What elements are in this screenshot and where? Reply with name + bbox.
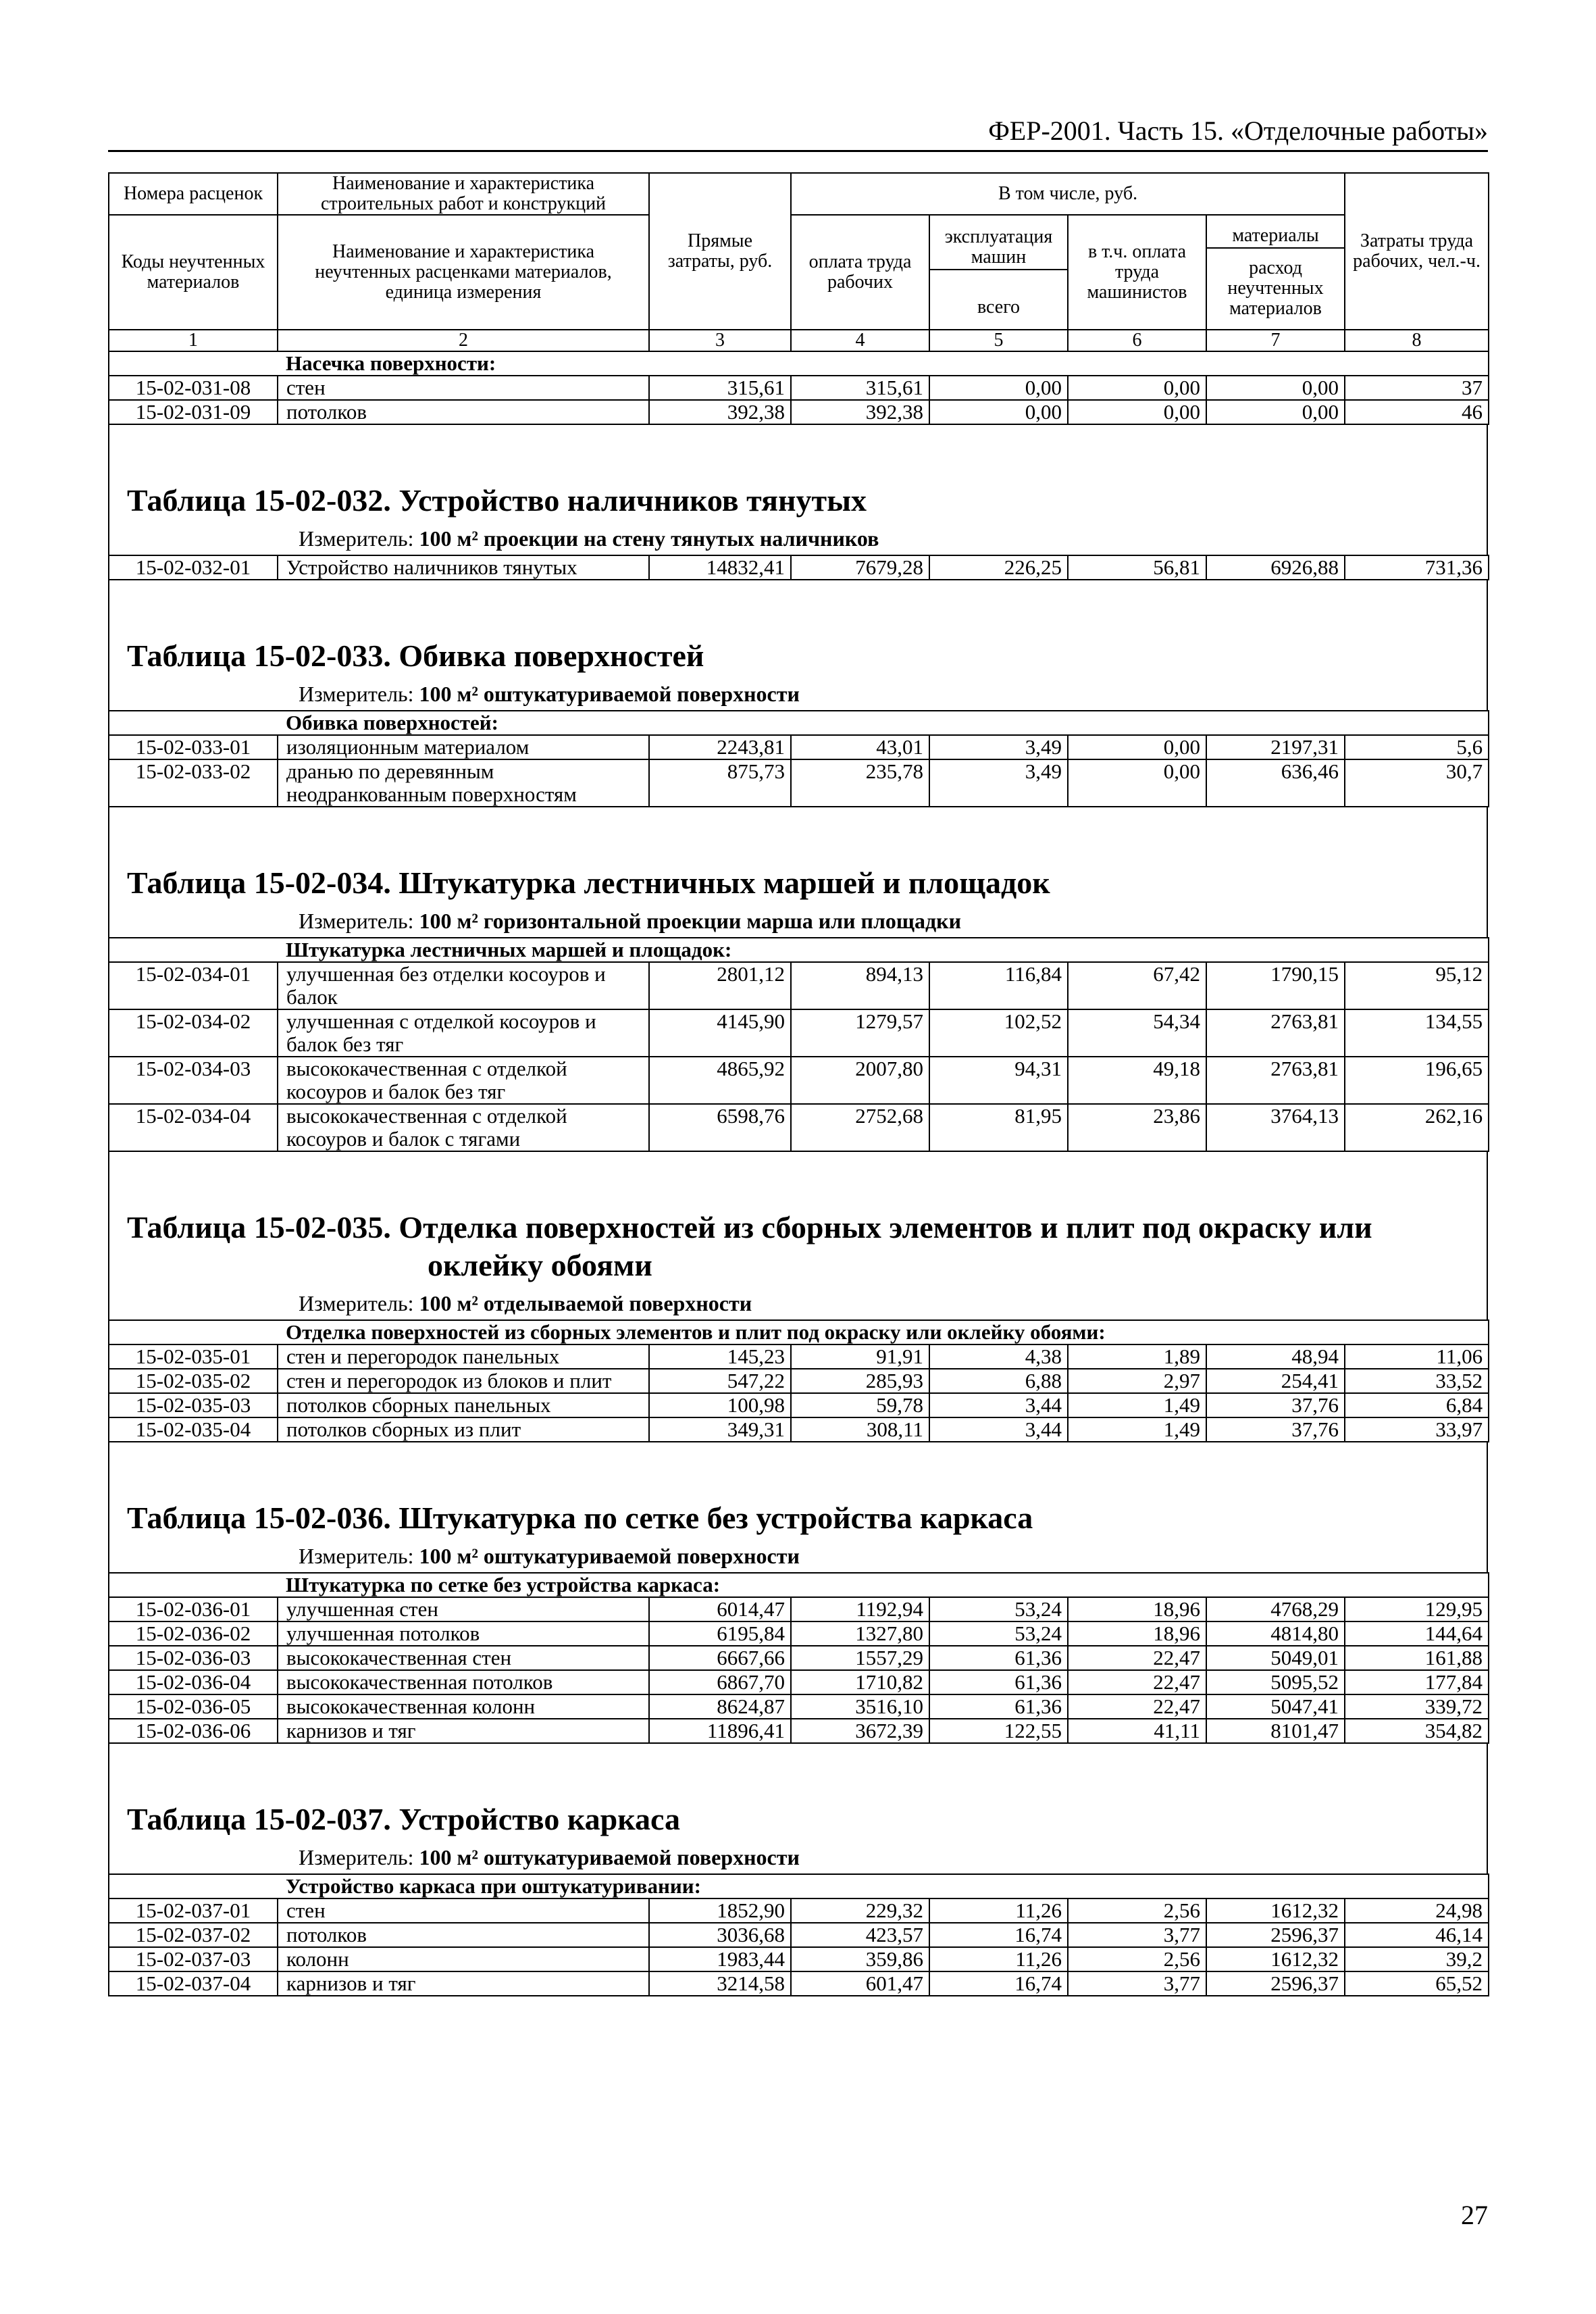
table-15-02-035 bbox=[108, 1152, 1488, 1319]
work-name: высококачественная с отделкой косоуров и балок с тягами bbox=[278, 1104, 649, 1151]
table-row bbox=[109, 1057, 1489, 1104]
machinist-pay: 0,00 bbox=[1068, 759, 1206, 807]
work-name: улучшенная без отделки косоуров и балок bbox=[278, 962, 649, 1009]
direct-cost: 3214,58 bbox=[649, 1971, 791, 1996]
machine-total: 16,74 bbox=[929, 1971, 1068, 1996]
table-row bbox=[109, 1344, 1489, 1369]
rate-code: 15-02-036-05 bbox=[109, 1694, 278, 1719]
unit-value: 100 м² отделываемой поверхности bbox=[419, 1291, 752, 1315]
labor-pay: 359,86 bbox=[791, 1947, 929, 1971]
materials-cost: 2596,37 bbox=[1206, 1923, 1345, 1947]
labor-hours: 37 bbox=[1345, 376, 1489, 400]
rate-code: 15-02-031-08 bbox=[109, 376, 278, 400]
labor-hours: 354,82 bbox=[1345, 1719, 1489, 1743]
direct-cost: 6667,66 bbox=[649, 1646, 791, 1670]
unit-line bbox=[109, 1844, 1487, 1873]
machine-total: 102,52 bbox=[929, 1009, 1068, 1057]
materials-cost: 0,00 bbox=[1206, 400, 1345, 424]
direct-cost: 6014,47 bbox=[649, 1597, 791, 1621]
col-name: Наименование и характеристика строительных работ и конструкций bbox=[278, 173, 649, 215]
materials-cost: 2596,37 bbox=[1206, 1971, 1345, 1996]
work-name: высококачественная стен bbox=[278, 1646, 649, 1670]
direct-cost: 6195,84 bbox=[649, 1621, 791, 1646]
machine-total: 226,25 bbox=[929, 555, 1068, 580]
column-number: 5 bbox=[929, 330, 1068, 351]
table-row bbox=[109, 1947, 1489, 1971]
rate-code: 15-02-037-01 bbox=[109, 1898, 278, 1923]
materials-cost: 48,94 bbox=[1206, 1344, 1345, 1369]
machine-total: 3,44 bbox=[929, 1393, 1068, 1417]
table-row bbox=[109, 1621, 1489, 1646]
labor-pay: 1710,82 bbox=[791, 1670, 929, 1694]
machinist-pay: 22,47 bbox=[1068, 1694, 1206, 1719]
table-row bbox=[109, 1694, 1489, 1719]
rate-code: 15-02-035-04 bbox=[109, 1417, 278, 1442]
unit-value: 100 м² горизонтальной проекции марша или площадки bbox=[419, 909, 961, 933]
work-name: колонн bbox=[278, 1947, 649, 1971]
labor-hours: 5,6 bbox=[1345, 735, 1489, 759]
section-heading: Обивка поверхностей: bbox=[278, 711, 1489, 735]
labor-hours: 339,72 bbox=[1345, 1694, 1489, 1719]
machine-total: 11,26 bbox=[929, 1947, 1068, 1971]
direct-cost: 2243,81 bbox=[649, 735, 791, 759]
labor-hours: 262,16 bbox=[1345, 1104, 1489, 1151]
machine-total: 16,74 bbox=[929, 1923, 1068, 1947]
work-name: высококачественная с отделкой косоуров и балок без тяг bbox=[278, 1057, 649, 1104]
machinist-pay: 18,96 bbox=[1068, 1621, 1206, 1646]
work-name: потолков bbox=[278, 400, 649, 424]
labor-hours: 11,06 bbox=[1345, 1344, 1489, 1369]
column-number: 2 bbox=[278, 330, 649, 351]
materials-cost: 3764,13 bbox=[1206, 1104, 1345, 1151]
unit-value: 100 м² проекции на стену тянутых наличников bbox=[419, 526, 879, 551]
column-number: 4 bbox=[791, 330, 929, 351]
materials-cost: 5049,01 bbox=[1206, 1646, 1345, 1670]
col-name2: Наименование и характеристика неучтенных расценками материалов, единица измерения bbox=[278, 215, 649, 330]
machinist-pay: 54,34 bbox=[1068, 1009, 1206, 1057]
materials-cost: 1612,32 bbox=[1206, 1898, 1345, 1923]
direct-cost: 315,61 bbox=[649, 376, 791, 400]
table-title: Таблица 15-02-037. Устройство каркаса bbox=[127, 1802, 681, 1836]
rates-table bbox=[108, 1873, 1489, 1996]
col-zatraty: Затраты труда рабочих, чел.-ч. bbox=[1345, 173, 1489, 330]
machine-total: 94,31 bbox=[929, 1057, 1068, 1104]
machine-total: 3,44 bbox=[929, 1417, 1068, 1442]
machinist-pay: 49,18 bbox=[1068, 1057, 1206, 1104]
page-header: ФЕР-2001. Часть 15. «Отделочные работы» bbox=[988, 116, 1488, 146]
unit-label: Измеритель: bbox=[299, 1291, 414, 1315]
section-heading: Устройство каркаса при оштукатуривании: bbox=[278, 1874, 1489, 1898]
machine-total: 61,36 bbox=[929, 1670, 1068, 1694]
work-name: карнизов и тяг bbox=[278, 1971, 649, 1996]
rate-code: 15-02-037-04 bbox=[109, 1971, 278, 1996]
table-row bbox=[109, 1597, 1489, 1621]
machine-total: 53,24 bbox=[929, 1597, 1068, 1621]
machine-total: 61,36 bbox=[929, 1694, 1068, 1719]
work-name: улучшенная стен bbox=[278, 1597, 649, 1621]
work-name: карнизов и тяг bbox=[278, 1719, 649, 1743]
unit-value: 100 м² оштукатуриваемой поверхности bbox=[419, 1845, 800, 1869]
direct-cost: 8624,87 bbox=[649, 1694, 791, 1719]
col-nomera: Номера расценок bbox=[109, 173, 278, 215]
table-row bbox=[109, 1923, 1489, 1947]
col-pryamye: Прямые затраты, руб. bbox=[649, 173, 791, 330]
machinist-pay: 1,49 bbox=[1068, 1393, 1206, 1417]
machine-total: 3,49 bbox=[929, 759, 1068, 807]
work-name: стен и перегородок панельных bbox=[278, 1344, 649, 1369]
table-15-02-036 bbox=[108, 1442, 1488, 1572]
labor-hours: 24,98 bbox=[1345, 1898, 1489, 1923]
direct-cost: 1852,90 bbox=[649, 1898, 791, 1923]
rate-code: 15-02-033-01 bbox=[109, 735, 278, 759]
rate-code: 15-02-035-02 bbox=[109, 1369, 278, 1393]
col-vsego bbox=[929, 215, 1068, 330]
labor-pay: 43,01 bbox=[791, 735, 929, 759]
table-title-line: Таблица 15-02-035. Отделка поверхностей из сборных элементов и плит под окраску или bbox=[127, 1210, 1372, 1244]
table-row bbox=[109, 1369, 1489, 1393]
materials-cost: 1612,32 bbox=[1206, 1947, 1345, 1971]
work-name: стен bbox=[278, 1898, 649, 1923]
direct-cost: 875,73 bbox=[649, 759, 791, 807]
materials-cost: 5095,52 bbox=[1206, 1670, 1345, 1694]
machine-total: 61,36 bbox=[929, 1646, 1068, 1670]
unit-line bbox=[109, 680, 1487, 710]
machinist-pay: 2,56 bbox=[1068, 1947, 1206, 1971]
materials-cost: 8101,47 bbox=[1206, 1719, 1345, 1743]
labor-hours: 30,7 bbox=[1345, 759, 1489, 807]
col-vtch: в т.ч. оплата труда машинистов bbox=[1068, 215, 1206, 330]
labor-pay: 1327,80 bbox=[791, 1621, 929, 1646]
header-rule bbox=[108, 150, 1488, 152]
materials-cost: 37,76 bbox=[1206, 1393, 1345, 1417]
machine-total: 81,95 bbox=[929, 1104, 1068, 1151]
work-name: потолков сборных панельных bbox=[278, 1393, 649, 1417]
unit-label: Измеритель: bbox=[299, 682, 414, 706]
machine-total: 0,00 bbox=[929, 376, 1068, 400]
section-heading: Штукатурка лестничных маршей и площадок: bbox=[278, 938, 1489, 962]
table-title: Таблица 15-02-034. Штукатурка лестничных маршей и площадок bbox=[127, 865, 1050, 900]
labor-hours: 196,65 bbox=[1345, 1057, 1489, 1104]
machinist-pay: 67,42 bbox=[1068, 962, 1206, 1009]
machinist-pay: 0,00 bbox=[1068, 400, 1206, 424]
labor-pay: 308,11 bbox=[791, 1417, 929, 1442]
machinist-pay: 1,89 bbox=[1068, 1344, 1206, 1369]
table-row bbox=[109, 376, 1489, 400]
table-title: Таблица 15-02-032. Устройство наличников тянутых bbox=[127, 483, 867, 518]
table-row bbox=[109, 1104, 1489, 1151]
rate-code: 15-02-031-09 bbox=[109, 400, 278, 424]
labor-pay: 315,61 bbox=[791, 376, 929, 400]
direct-cost: 100,98 bbox=[649, 1393, 791, 1417]
section-heading: Насечка поверхности: bbox=[278, 351, 1489, 376]
materials-cost: 636,46 bbox=[1206, 759, 1345, 807]
materials-cost: 2763,81 bbox=[1206, 1009, 1345, 1057]
rates-table bbox=[108, 1319, 1489, 1442]
table-row bbox=[109, 962, 1489, 1009]
table-15-02-037 bbox=[108, 1744, 1488, 1873]
unit-line bbox=[109, 1290, 1487, 1319]
unit-line bbox=[109, 525, 1487, 555]
labor-pay: 1192,94 bbox=[791, 1597, 929, 1621]
machinist-pay: 23,86 bbox=[1068, 1104, 1206, 1151]
labor-hours: 33,97 bbox=[1345, 1417, 1489, 1442]
direct-cost: 3036,68 bbox=[649, 1923, 791, 1947]
machine-total: 0,00 bbox=[929, 400, 1068, 424]
labor-hours: 129,95 bbox=[1345, 1597, 1489, 1621]
table-title bbox=[109, 1190, 1487, 1290]
table-row bbox=[109, 1898, 1489, 1923]
machinist-pay: 3,77 bbox=[1068, 1923, 1206, 1947]
machine-total: 4,38 bbox=[929, 1344, 1068, 1369]
work-name: высококачественная потолков bbox=[278, 1670, 649, 1694]
labor-pay: 2752,68 bbox=[791, 1104, 929, 1151]
col-v-tom-chisle: В том числе, руб. bbox=[791, 173, 1345, 215]
unit-line bbox=[109, 1542, 1487, 1572]
labor-pay: 392,38 bbox=[791, 400, 929, 424]
table-row bbox=[109, 735, 1489, 759]
labor-hours: 144,64 bbox=[1345, 1621, 1489, 1646]
labor-pay: 1557,29 bbox=[791, 1646, 929, 1670]
rate-code: 15-02-034-01 bbox=[109, 962, 278, 1009]
unit-label: Измеритель: bbox=[299, 1845, 414, 1869]
table-row bbox=[109, 1719, 1489, 1743]
rate-code: 15-02-036-04 bbox=[109, 1670, 278, 1694]
table-row bbox=[109, 1670, 1489, 1694]
machinist-pay: 2,56 bbox=[1068, 1898, 1206, 1923]
work-name: улучшенная с отделкой косоуров и балок без тяг bbox=[278, 1009, 649, 1057]
rate-code: 15-02-037-03 bbox=[109, 1947, 278, 1971]
labor-pay: 1279,57 bbox=[791, 1009, 929, 1057]
work-name: высококачественная колонн bbox=[278, 1694, 649, 1719]
machinist-pay: 22,47 bbox=[1068, 1670, 1206, 1694]
machinist-pay: 0,00 bbox=[1068, 376, 1206, 400]
col-ekspluatatsiya: эксплуатация машин bbox=[930, 226, 1067, 270]
col-kody: Коды неучтенных материалов bbox=[109, 215, 278, 330]
col-oplata: оплата труда рабочих bbox=[791, 215, 929, 330]
materials-cost: 4768,29 bbox=[1206, 1597, 1345, 1621]
unit-label: Измеритель: bbox=[299, 1544, 414, 1568]
materials-cost: 6926,88 bbox=[1206, 555, 1345, 580]
direct-cost: 547,22 bbox=[649, 1369, 791, 1393]
labor-hours: 134,55 bbox=[1345, 1009, 1489, 1057]
direct-cost: 145,23 bbox=[649, 1344, 791, 1369]
work-name: дранью по деревянным неодранкованным поверхностям bbox=[278, 759, 649, 807]
rates-table bbox=[108, 555, 1489, 580]
machine-total: 53,24 bbox=[929, 1621, 1068, 1646]
column-number: 6 bbox=[1068, 330, 1206, 351]
labor-hours: 161,88 bbox=[1345, 1646, 1489, 1670]
col-raskhod-label: расход неучтенных материалов bbox=[1227, 257, 1324, 319]
rate-code: 15-02-036-02 bbox=[109, 1621, 278, 1646]
column-number: 1 bbox=[109, 330, 278, 351]
header-table bbox=[108, 172, 1489, 425]
labor-hours: 33,52 bbox=[1345, 1369, 1489, 1393]
labor-pay: 235,78 bbox=[791, 759, 929, 807]
direct-cost: 349,31 bbox=[649, 1417, 791, 1442]
rate-code: 15-02-037-02 bbox=[109, 1923, 278, 1947]
labor-hours: 46 bbox=[1345, 400, 1489, 424]
labor-hours: 39,2 bbox=[1345, 1947, 1489, 1971]
table-15-02-034 bbox=[108, 807, 1488, 937]
work-name: Устройство наличников тянутых bbox=[278, 555, 649, 580]
rate-code: 15-02-036-06 bbox=[109, 1719, 278, 1743]
labor-pay: 3672,39 bbox=[791, 1719, 929, 1743]
col-materialy: материалы bbox=[1207, 224, 1344, 249]
table-title-line: оклейку обоями bbox=[428, 1248, 652, 1282]
materials-cost: 2197,31 bbox=[1206, 735, 1345, 759]
direct-cost: 11896,41 bbox=[649, 1719, 791, 1743]
machinist-pay: 0,00 bbox=[1068, 735, 1206, 759]
rate-code: 15-02-035-01 bbox=[109, 1344, 278, 1369]
direct-cost: 6598,76 bbox=[649, 1104, 791, 1151]
labor-pay: 59,78 bbox=[791, 1393, 929, 1417]
table-15-02-032 bbox=[108, 425, 1488, 555]
table-row bbox=[109, 1646, 1489, 1670]
work-name: потолков сборных из плит bbox=[278, 1417, 649, 1442]
table-row bbox=[109, 1417, 1489, 1442]
table-title: Таблица 15-02-033. Обивка поверхностей bbox=[127, 638, 704, 673]
column-number: 3 bbox=[649, 330, 791, 351]
direct-cost: 6867,70 bbox=[649, 1670, 791, 1694]
materials-cost: 5047,41 bbox=[1206, 1694, 1345, 1719]
table-row bbox=[109, 555, 1489, 580]
machine-total: 3,49 bbox=[929, 735, 1068, 759]
labor-pay: 2007,80 bbox=[791, 1057, 929, 1104]
section-heading: Отделка поверхностей из сборных элементов и плит под окраску или оклейку обоями: bbox=[278, 1320, 1489, 1344]
direct-cost: 392,38 bbox=[649, 400, 791, 424]
labor-pay: 894,13 bbox=[791, 962, 929, 1009]
rates-table bbox=[108, 1572, 1489, 1744]
unit-line bbox=[109, 907, 1487, 937]
labor-pay: 423,57 bbox=[791, 1923, 929, 1947]
materials-cost: 4814,80 bbox=[1206, 1621, 1345, 1646]
unit-label: Измеритель: bbox=[299, 909, 414, 933]
labor-hours: 731,36 bbox=[1345, 555, 1489, 580]
column-number: 8 bbox=[1345, 330, 1489, 351]
materials-cost: 254,41 bbox=[1206, 1369, 1345, 1393]
direct-cost: 14832,41 bbox=[649, 555, 791, 580]
labor-hours: 95,12 bbox=[1345, 962, 1489, 1009]
work-name: изоляционным материалом bbox=[278, 735, 649, 759]
rate-code: 15-02-034-03 bbox=[109, 1057, 278, 1104]
rates-table bbox=[108, 937, 1489, 1152]
materials-cost: 2763,81 bbox=[1206, 1057, 1345, 1104]
table-row bbox=[109, 1009, 1489, 1057]
rate-code: 15-02-032-01 bbox=[109, 555, 278, 580]
labor-pay: 3516,10 bbox=[791, 1694, 929, 1719]
labor-hours: 46,14 bbox=[1345, 1923, 1489, 1947]
table-row bbox=[109, 1393, 1489, 1417]
machinist-pay: 1,49 bbox=[1068, 1417, 1206, 1442]
machinist-pay: 3,77 bbox=[1068, 1971, 1206, 1996]
labor-pay: 601,47 bbox=[791, 1971, 929, 1996]
unit-value: 100 м² оштукатуриваемой поверхности bbox=[419, 682, 800, 706]
machinist-pay: 56,81 bbox=[1068, 555, 1206, 580]
direct-cost: 2801,12 bbox=[649, 962, 791, 1009]
rate-code: 15-02-034-02 bbox=[109, 1009, 278, 1057]
unit-label: Измеритель: bbox=[299, 526, 414, 551]
materials-cost: 37,76 bbox=[1206, 1417, 1345, 1442]
table-row bbox=[109, 400, 1489, 424]
machinist-pay: 41,11 bbox=[1068, 1719, 1206, 1743]
direct-cost: 4865,92 bbox=[649, 1057, 791, 1104]
machinist-pay: 22,47 bbox=[1068, 1646, 1206, 1670]
labor-pay: 91,91 bbox=[791, 1344, 929, 1369]
machine-total: 6,88 bbox=[929, 1369, 1068, 1393]
table-row bbox=[109, 759, 1489, 807]
labor-pay: 229,32 bbox=[791, 1898, 929, 1923]
rate-code: 15-02-036-03 bbox=[109, 1646, 278, 1670]
machinist-pay: 2,97 bbox=[1068, 1369, 1206, 1393]
direct-cost: 1983,44 bbox=[649, 1947, 791, 1971]
direct-cost: 4145,90 bbox=[649, 1009, 791, 1057]
machine-total: 11,26 bbox=[929, 1898, 1068, 1923]
machinist-pay: 18,96 bbox=[1068, 1597, 1206, 1621]
materials-cost: 0,00 bbox=[1206, 376, 1345, 400]
section-heading: Штукатурка по сетке без устройства каркаса: bbox=[278, 1573, 1489, 1597]
col-raskhod bbox=[1206, 215, 1345, 330]
labor-hours: 65,52 bbox=[1345, 1971, 1489, 1996]
page-number: 27 bbox=[1461, 2200, 1488, 2230]
work-name: стен bbox=[278, 376, 649, 400]
work-name: потолков bbox=[278, 1923, 649, 1947]
rate-code: 15-02-036-01 bbox=[109, 1597, 278, 1621]
rate-code: 15-02-034-04 bbox=[109, 1104, 278, 1151]
machine-total: 122,55 bbox=[929, 1719, 1068, 1743]
materials-cost: 1790,15 bbox=[1206, 962, 1345, 1009]
labor-pay: 7679,28 bbox=[791, 555, 929, 580]
rate-code: 15-02-033-02 bbox=[109, 759, 278, 807]
col-vsego-label: всего bbox=[977, 297, 1021, 318]
rates-table bbox=[108, 710, 1489, 807]
labor-hours: 6,84 bbox=[1345, 1393, 1489, 1417]
unit-value: 100 м² оштукатуриваемой поверхности bbox=[419, 1544, 800, 1568]
labor-hours: 177,84 bbox=[1345, 1670, 1489, 1694]
column-number: 7 bbox=[1206, 330, 1345, 351]
document-body bbox=[108, 172, 1488, 1996]
labor-pay: 285,93 bbox=[791, 1369, 929, 1393]
machine-total: 116,84 bbox=[929, 962, 1068, 1009]
table-title: Таблица 15-02-036. Штукатурка по сетке без устройства каркаса bbox=[127, 1501, 1033, 1535]
rate-code: 15-02-035-03 bbox=[109, 1393, 278, 1417]
work-name: стен и перегородок из блоков и плит bbox=[278, 1369, 649, 1393]
work-name: улучшенная потолков bbox=[278, 1621, 649, 1646]
table-15-02-033 bbox=[108, 580, 1488, 710]
table-row bbox=[109, 1971, 1489, 1996]
